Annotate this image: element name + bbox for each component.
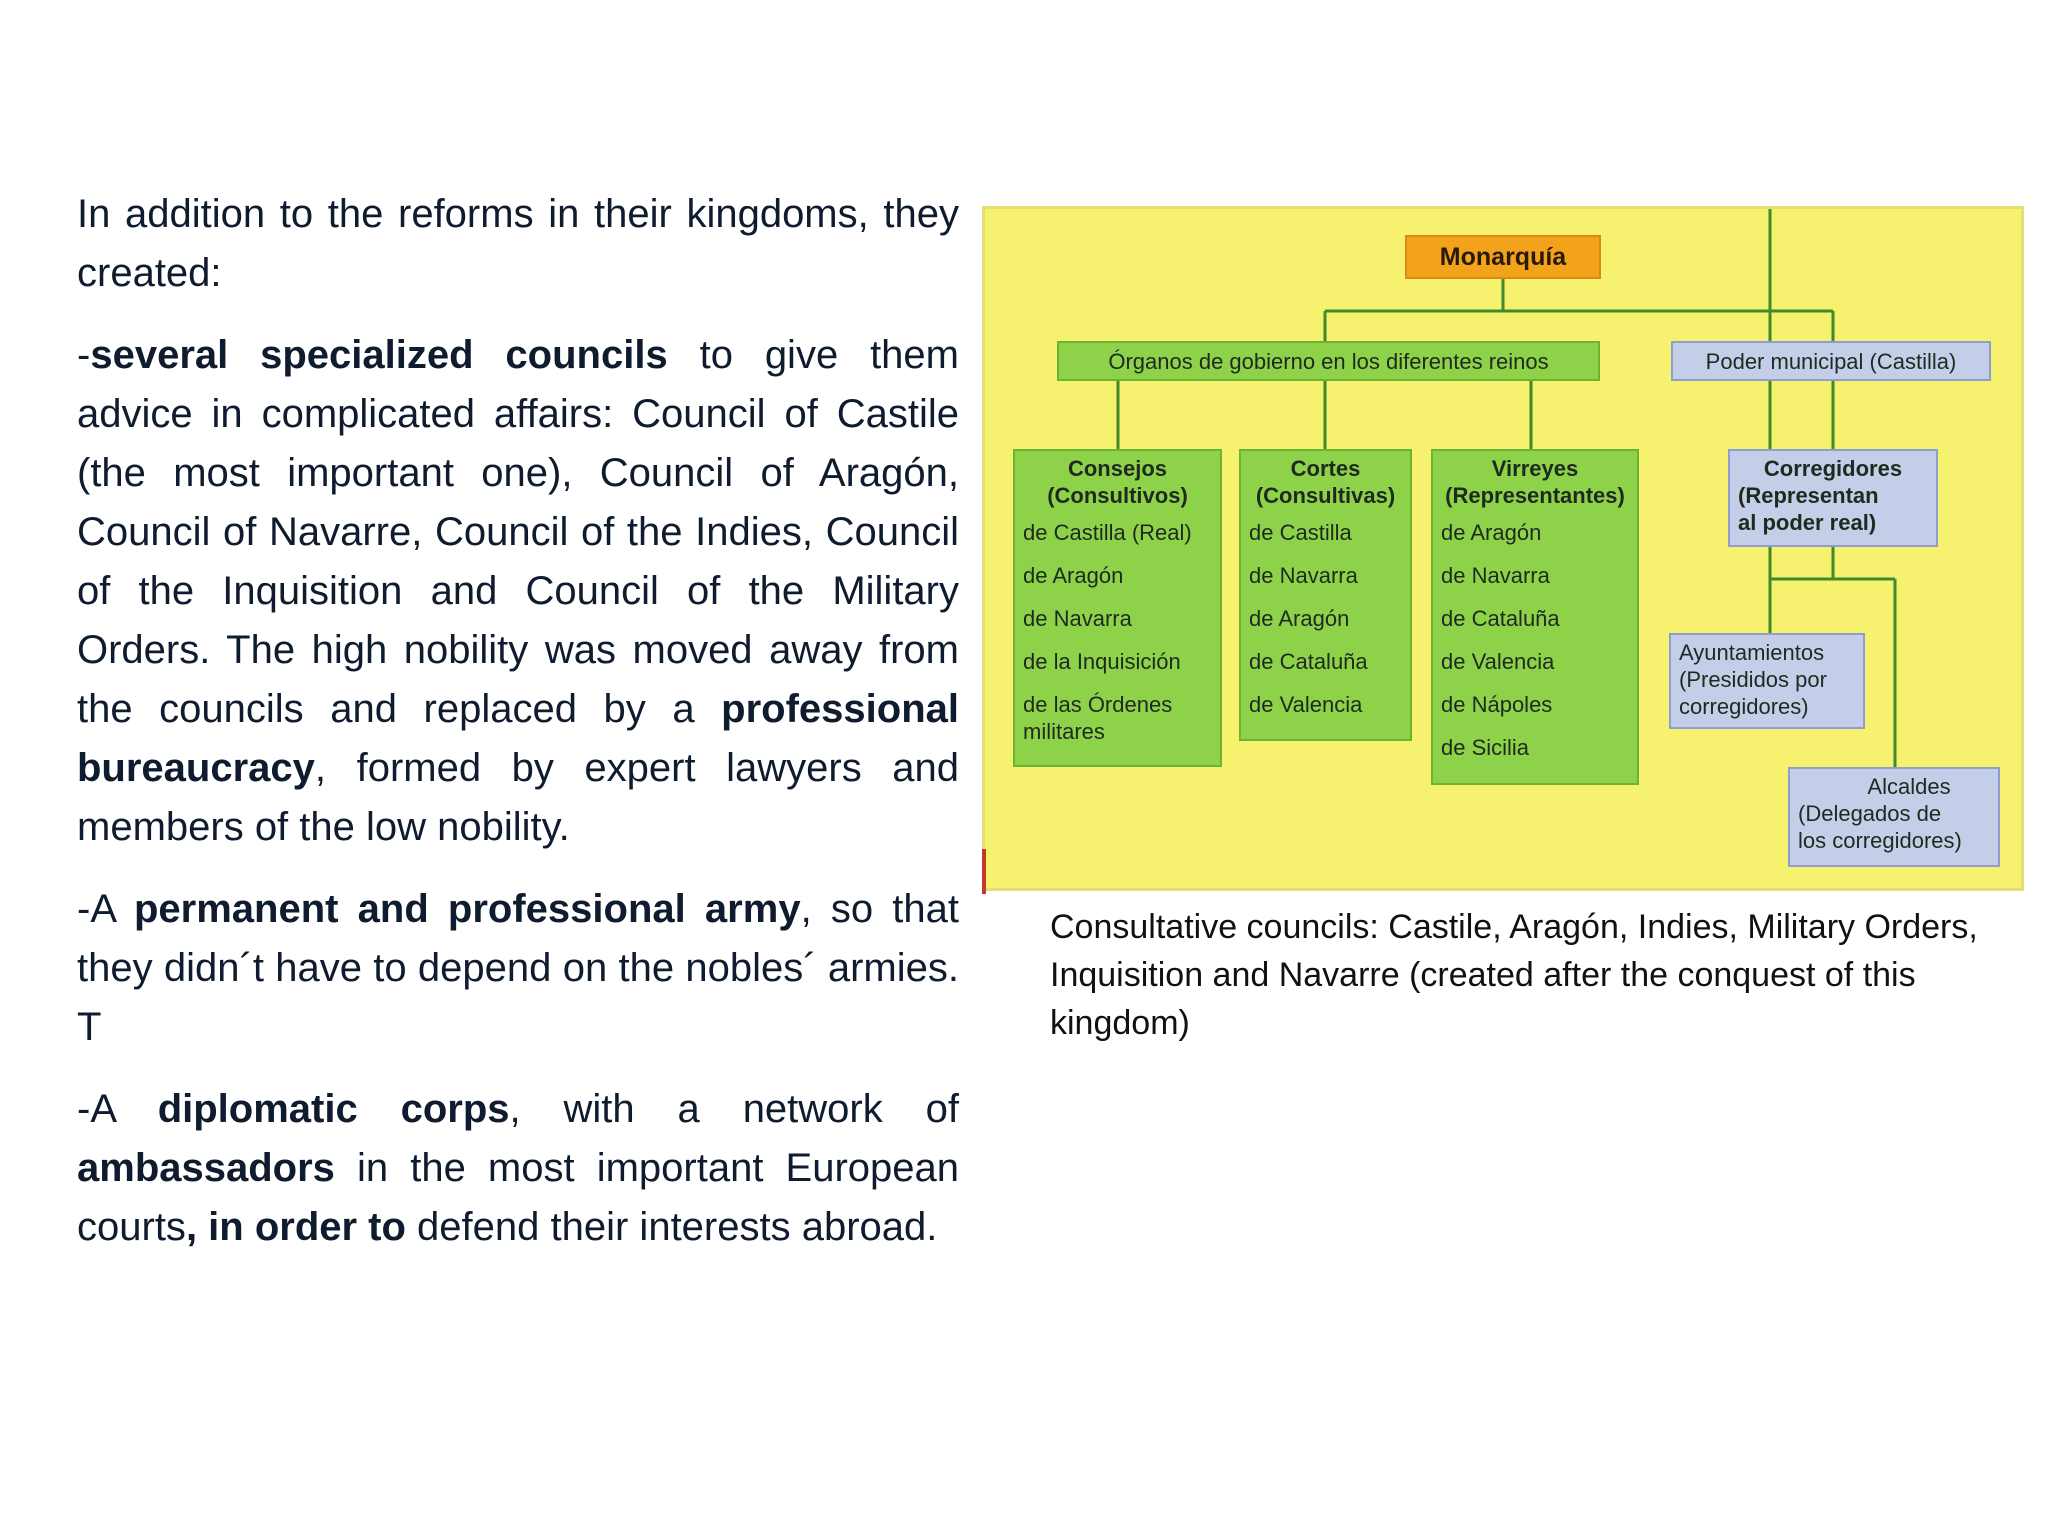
diagram-caption: Consultative councils: Castile, Aragón, Indies, Military Orders, Inquisition and Navarre (created after the conquest of this kingdom) <box>1050 908 1978 1042</box>
government-organization-diagram <box>982 206 2024 891</box>
diplomatic-highlight: diplomatic corps <box>157 1087 510 1131</box>
bureaucracy-highlight: professional bureaucracy <box>77 687 959 790</box>
diplomacy-paragraph: -A diplomatic corps, with a network of ambassadors in the most important European courts, in order to defend their interests abroad. <box>77 1087 959 1249</box>
councils-highlight: several specialized councils <box>90 333 668 377</box>
organos-box: Órganos de gobierno en los diferentes reinos <box>1057 341 1600 381</box>
ayuntamientos-box: Ayuntamientos (Presididos por corregidores) <box>1669 633 1865 729</box>
monarquia-box: Monarquía <box>1405 235 1601 279</box>
ambassadors-highlight: ambassadors <box>77 1146 335 1190</box>
corregidores-box: Corregidores (Representan al poder real) <box>1728 449 1938 547</box>
councils-paragraph: -several specialized councils to give them advice in complicated affairs: Council of Castile (the most important one), Council of Aragón, Council of Navarre, Council of the Indies, Council of the Inquisition and Council of the Military Orders. The high nobility was moved away from the councils and replaced by a professional bureaucracy, formed by expert lawyers and members of the low nobility. <box>77 333 959 849</box>
poder-municipal-box: Poder municipal (Castilla) <box>1671 341 1991 381</box>
army-highlight: permanent and professional army <box>133 887 801 931</box>
alcaldes-box: Alcaldes (Delegados de los corregidores) <box>1788 767 2000 867</box>
in-order-to-highlight: , in order to <box>185 1205 406 1249</box>
consejos-box: Consejos (Consultivos) de Castilla (Real) de Aragón de Navarra de la Inquisición de las Órdenes militares <box>1013 449 1222 767</box>
slide-body-text <box>77 185 959 1280</box>
virreyes-box: Virreyes (Representantes) de Aragón de Navarra de Cataluña de Valencia de Nápoles de Sicilia <box>1431 449 1639 785</box>
cortes-box: Cortes (Consultivas) de Castilla de Navarra de Aragón de Cataluña de Valencia <box>1239 449 1412 741</box>
army-paragraph: -A permanent and professional army, so that they didn´t have to depend on the nobles´ armies. T <box>77 887 959 1049</box>
intro-paragraph: In addition to the reforms in their kingdoms, they created: <box>77 192 959 295</box>
